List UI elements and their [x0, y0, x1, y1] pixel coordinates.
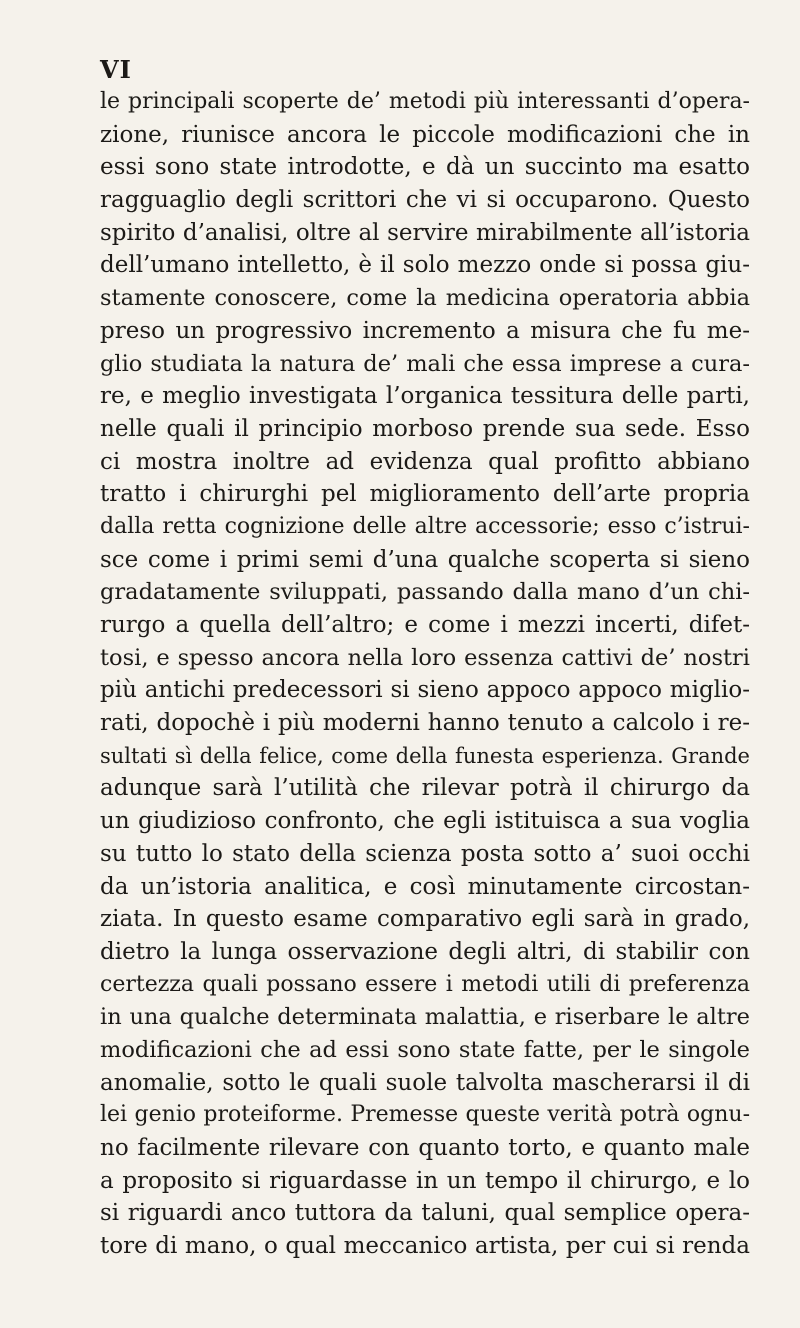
text-line: dell’umano intelletto, è il solo mezzo onde si possa giu-	[100, 252, 750, 279]
text-line: anomalie, sotto le quali suole talvolta mascherarsi il di	[100, 1069, 750, 1096]
text-line: gradatamente sviluppati, passando dalla mano d’un chi-	[100, 579, 750, 606]
text-line: modificazioni che ad essi sono state fatte, per le singole	[100, 1036, 750, 1063]
text-line: sce come i primi semi d’una qualche scoperta si sieno	[100, 546, 750, 573]
text-line: si riguardi anco tuttora da taluni, qual semplice opera-	[100, 1200, 750, 1227]
text-line: tratto i chirurghi pel miglioramento dell’arte propria	[100, 481, 750, 508]
text-line: dalla retta cognizione delle altre accessorie; esso c’istrui-	[100, 513, 750, 539]
text-line: le principali scoperte de’ metodi più interessanti d’opera-	[100, 89, 750, 114]
body-text	[100, 86, 750, 1263]
text-line: zione, riunisce ancora le piccole modificazioni che in	[100, 121, 750, 148]
text-line: rurgo a quella dell’altro; e come i mezzi incerti, difet-	[100, 612, 750, 638]
text-line: più antichi predecessori si sieno appoco appoco miglio-	[100, 677, 750, 704]
text-line: essi sono state introdotte, e dà un succinto ma esatto	[100, 154, 750, 181]
page-number: VI	[100, 55, 132, 84]
text-line: ci mostra inoltre ad evidenza qual profitto abbiano	[100, 448, 750, 475]
text-line: ragguaglio degli scrittori che vi si occuparono. Questo	[100, 187, 750, 214]
text-line: tosi, e spesso ancora nella loro essenza cattivi de’ nostri	[100, 644, 750, 671]
text-line: spirito d’analisi, oltre al servire mirabilmente all’istoria	[100, 219, 750, 246]
text-line: lei genio proteiforme. Premesse queste verità potrà ognu-	[100, 1102, 750, 1128]
text-line: preso un progressivo incremento a misura che fu me-	[100, 317, 750, 344]
text-line: rati, dopochè i più moderni hanno tenuto a calcolo i re-	[100, 710, 750, 737]
text-line: tore di mano, o qual meccanico artista, per cui si renda	[100, 1233, 750, 1260]
text-line: un giudizioso confronto, che egli istituisca a sua voglia	[100, 808, 750, 835]
text-line: certezza quali possano essere i metodi utili di preferenza	[100, 971, 750, 997]
text-line: dietro la lunga osservazione degli altri, di stabilir con	[100, 938, 750, 965]
text-line: stamente conoscere, come la medicina operatoria abbia	[100, 285, 750, 312]
text-line: in una qualche determinata malattia, e riserbare le altre	[100, 1004, 750, 1031]
text-line: ziata. In questo esame comparativo egli sarà in grado,	[100, 906, 750, 933]
text-line: a proposito si riguardasse in un tempo il chirurgo, e lo	[100, 1167, 750, 1194]
text-line: su tutto lo stato della scienza posta sotto a’ suoi occhi	[100, 840, 750, 867]
text-line: sultati sì della felice, come della funesta esperienza. Grande	[100, 743, 750, 768]
text-line: no facilmente rilevare con quanto torto, e quanto male	[100, 1135, 750, 1161]
text-line: glio studiata la natura de’ mali che essa imprese a cura-	[100, 350, 750, 377]
text-line: re, e meglio investigata l’organica tessitura delle parti,	[100, 383, 750, 410]
text-line: da un’istoria analitica, e così minutamente circostan-	[100, 873, 750, 900]
text-line: adunque sarà l’utilità che rilevar potrà il chirurgo da	[100, 775, 750, 802]
text-line: nelle quali il principio morboso prende sua sede. Esso	[100, 415, 750, 442]
